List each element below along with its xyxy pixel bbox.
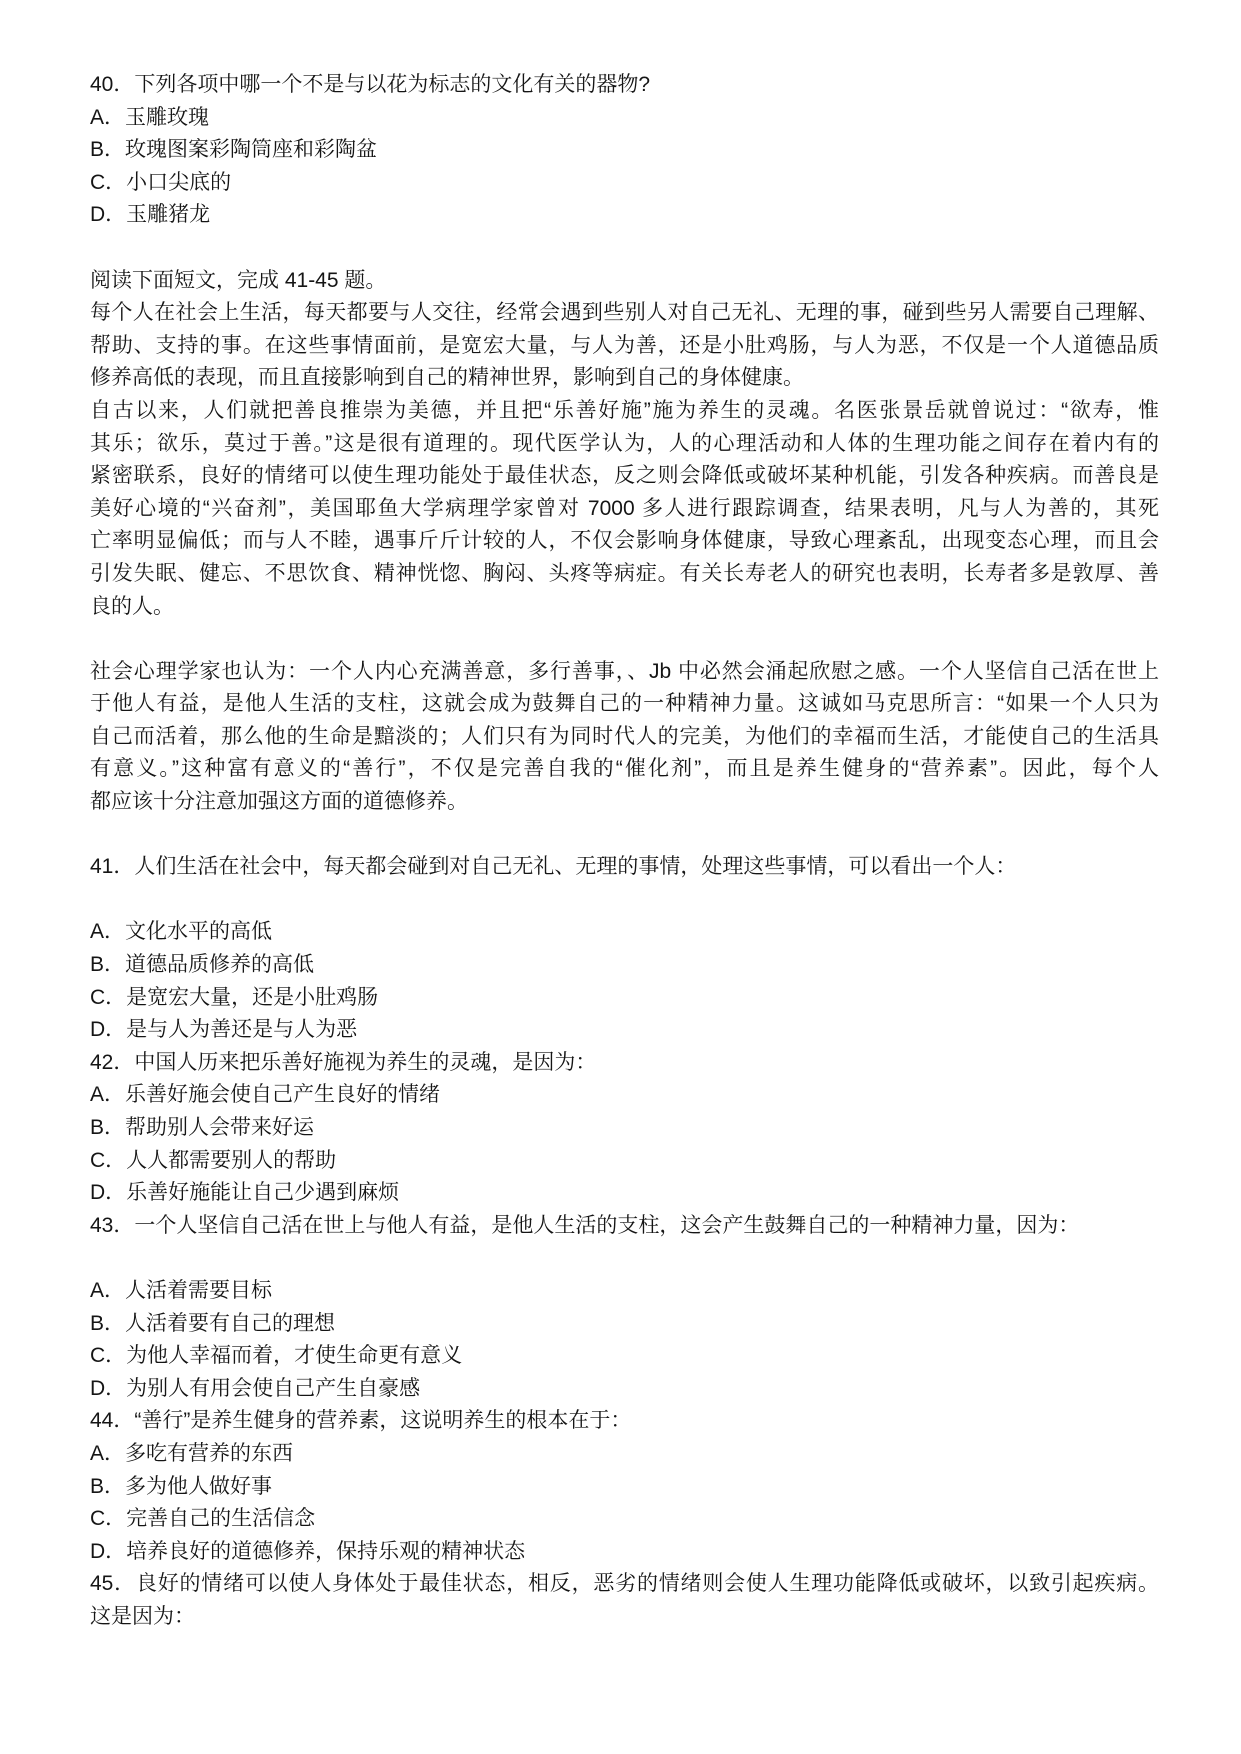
question-44-option-a: [90, 1438, 1159, 1471]
option-label: A．: [90, 105, 126, 129]
passage-line: 修养高低的表现，而且直接影响到自己的精神世界，影响到自己的身体健康。: [90, 366, 804, 390]
question-number: 45．: [90, 1572, 136, 1596]
passage-line: 社会心理学家也认为：一个人内心充满善意，多行善事，、Jb 中必然会涌起欣慰之感。一个人坚信自己活在世上: [90, 659, 1159, 683]
question-44-option-d: [90, 1536, 1159, 1569]
spacer: [90, 1242, 1159, 1275]
option-label: A．: [90, 920, 126, 944]
option-label: C．: [90, 1148, 127, 1172]
option-text: 培养良好的道德修养，保持乐观的精神状态: [126, 1539, 526, 1563]
question-number: 44．: [90, 1409, 135, 1433]
passage-paragraph-1: [90, 297, 1159, 395]
question-42-option-d: [90, 1177, 1159, 1210]
question-41-option-d: [90, 1014, 1159, 1047]
question-41-option-a: [90, 916, 1159, 949]
passage-line: 每个人在社会上生活，每天都要与人交往，经常会遇到些别人对自己无礼、无理的事，碰到些另人需要自己理解、: [90, 301, 1159, 325]
question-45-stem-continued: 这是因为：: [90, 1604, 195, 1628]
question-text: “善行”是养生健身的营养素，这说明养生的根本在于：: [134, 1409, 632, 1433]
option-label: B．: [90, 138, 126, 162]
question-43-option-c: [90, 1340, 1159, 1373]
option-label: B．: [90, 953, 126, 977]
passage-line: 自古以来，人们就把善良推崇为美德，并且把“乐善好施”施为养生的灵魂。名医张景岳就曾说过：“欲寿，惟: [90, 398, 1159, 422]
question-40-option-b: [90, 134, 1159, 167]
question-42-option-b: [90, 1112, 1159, 1145]
option-text: 人活着要有自己的理想: [125, 1311, 336, 1335]
question-44-stem: [90, 1405, 1159, 1438]
question-number: 41．: [90, 855, 135, 879]
option-text: 为别人有用会使自己产生自豪感: [126, 1376, 421, 1400]
passage-line: 紧密联系，良好的情绪可以使生理功能处于最佳状态，反之则会降低或破坏某种机能，引发各种疾病。而善良是: [90, 464, 1159, 488]
passage-line: 于他人有益，是他人生活的支柱，这就会成为鼓舞自己的一种精神力量。这诚如马克思所言：“如果一个人只为: [90, 692, 1159, 716]
question-42-option-c: [90, 1145, 1159, 1178]
question-42-option-a: [90, 1079, 1159, 1112]
option-text: 道德品质修养的高低: [125, 953, 315, 977]
option-label: A．: [90, 1278, 126, 1302]
question-40-stem: [90, 69, 1159, 102]
question-number: 42．: [90, 1050, 135, 1074]
option-label: D．: [90, 1181, 127, 1205]
passage-paragraph-2: [90, 395, 1159, 623]
question-42-stem: [90, 1047, 1159, 1080]
spacer: [90, 623, 1159, 656]
option-text: 玫瑰图案彩陶筒座和彩陶盆: [125, 138, 378, 162]
option-text: 多为他人做好事: [125, 1474, 273, 1498]
option-label: C．: [90, 985, 127, 1009]
option-text: 完善自己的生活信念: [126, 1507, 316, 1531]
document-content: [90, 69, 1159, 1634]
passage-line: 亡率明显偏低；而与人不睦，遇事斤斤计较的人，不仅会影响身体健康，导致心理紊乱，出现变态心理，而且会: [90, 529, 1159, 553]
option-label: B．: [90, 1474, 126, 1498]
question-41-stem: [90, 851, 1159, 884]
passage-line: 都应该十分注意加强这方面的道德修养。: [90, 790, 468, 814]
passage-line: 其乐；欲乐，莫过于善。”这是很有道理的。现代医学认为，人的心理活动和人体的生理功能之间存在着内有的: [90, 431, 1159, 455]
question-text: 中国人历来把乐善好施视为养生的灵魂，是因为：: [134, 1050, 597, 1074]
option-text: 乐善好施能让自己少遇到麻烦: [126, 1181, 400, 1205]
option-label: B．: [90, 1116, 126, 1139]
option-text: 是宽宏大量，还是小肚鸡肠: [126, 985, 379, 1009]
option-label: D．: [90, 203, 127, 227]
passage-line: 帮助、支持的事。在这些事情面前，是宽宏大量，与人为善，还是小肚鸡肠，与人为恶，不仅是一个人道德品质: [90, 333, 1159, 357]
question-text: 人们生活在社会中，每天都会碰到对自己无礼、无理的事情，处理这些事情，可以看出一个人：: [134, 855, 1017, 879]
option-text: 人活着需要目标: [125, 1278, 273, 1302]
option-label: A．: [90, 1441, 126, 1465]
question-40-option-a: [90, 102, 1159, 135]
passage-line: 引发失眠、健忘、不思饮食、精神恍惚、胸闷、头疼等病症。有关长寿老人的研究也表明，长寿者多是敦厚、善: [90, 561, 1159, 585]
option-text: 是与人为善还是与人为恶: [126, 1018, 358, 1042]
option-label: C．: [90, 1344, 127, 1368]
question-44-option-b: [90, 1471, 1159, 1504]
reading-instruction: 阅读下面短文，完成 41-45 题。: [90, 268, 387, 292]
question-text: 良好的情绪可以使人身体处于最佳状态，相反，恶劣的情绪则会使人生理功能降低或破坏，以致引起疾病。: [135, 1572, 1160, 1596]
spacer: [90, 232, 1159, 265]
option-text: 多吃有营养的东西: [125, 1441, 294, 1465]
question-text: 下列各项中哪一个不是与以花为标志的文化有关的器物?: [134, 73, 651, 96]
option-text: 帮助别人会带来好运: [125, 1116, 315, 1139]
option-label: C．: [90, 170, 127, 194]
question-45-stem: [90, 1568, 1159, 1601]
option-text: 为他人幸福而着，才使生命更有意义: [126, 1344, 463, 1368]
question-40-option-c: [90, 167, 1159, 200]
option-text: 文化水平的高低: [125, 920, 273, 944]
question-44-option-c: [90, 1503, 1159, 1536]
option-text: 小口尖底的: [126, 170, 232, 194]
question-43-option-d: [90, 1373, 1159, 1406]
spacer: [90, 884, 1159, 917]
question-text: 一个人坚信自己活在世上与他人有益，是他人生活的支柱，这会产生鼓舞自己的一种精神力量，因为：: [134, 1213, 1080, 1237]
option-label: C．: [90, 1507, 127, 1531]
option-label: A．: [90, 1083, 126, 1107]
option-text: 乐善好施会使自己产生良好的情绪: [125, 1083, 441, 1107]
question-43-stem: [90, 1210, 1159, 1243]
passage-line: 自己而活着，那么他的生命是黯淡的；人们只有为同时代人的完美，为他们的幸福而生活，才能使自己的生活具: [90, 724, 1159, 748]
passage-line: 良的人。: [90, 594, 174, 618]
passage-line: 有意义。”这种富有意义的“善行”，不仅是完善自我的“催化剂”，而且是养生健身的“营养素”。因此，每个人: [90, 757, 1159, 781]
option-label: B．: [90, 1311, 126, 1335]
question-40-option-d: [90, 199, 1159, 232]
spacer: [90, 819, 1159, 852]
passage-line: 美好心境的“兴奋剂”，美国耶鱼大学病理学家曾对 7000 多人进行跟踪调查，结果表明，凡与人为善的，其死: [90, 496, 1159, 520]
option-label: D．: [90, 1376, 127, 1400]
question-43-option-b: [90, 1308, 1159, 1341]
option-label: D．: [90, 1018, 127, 1042]
option-text: 人人都需要别人的帮助: [126, 1148, 337, 1172]
question-43-option-a: [90, 1275, 1159, 1308]
passage-paragraph-3: [90, 656, 1159, 819]
option-text: 玉雕玫瑰: [125, 105, 210, 129]
question-number: 40．: [90, 73, 135, 96]
question-41-option-c: [90, 982, 1159, 1015]
option-label: D．: [90, 1539, 127, 1563]
question-number: 43．: [90, 1213, 135, 1237]
option-text: 玉雕猪龙: [126, 203, 211, 227]
question-41-option-b: [90, 949, 1159, 982]
